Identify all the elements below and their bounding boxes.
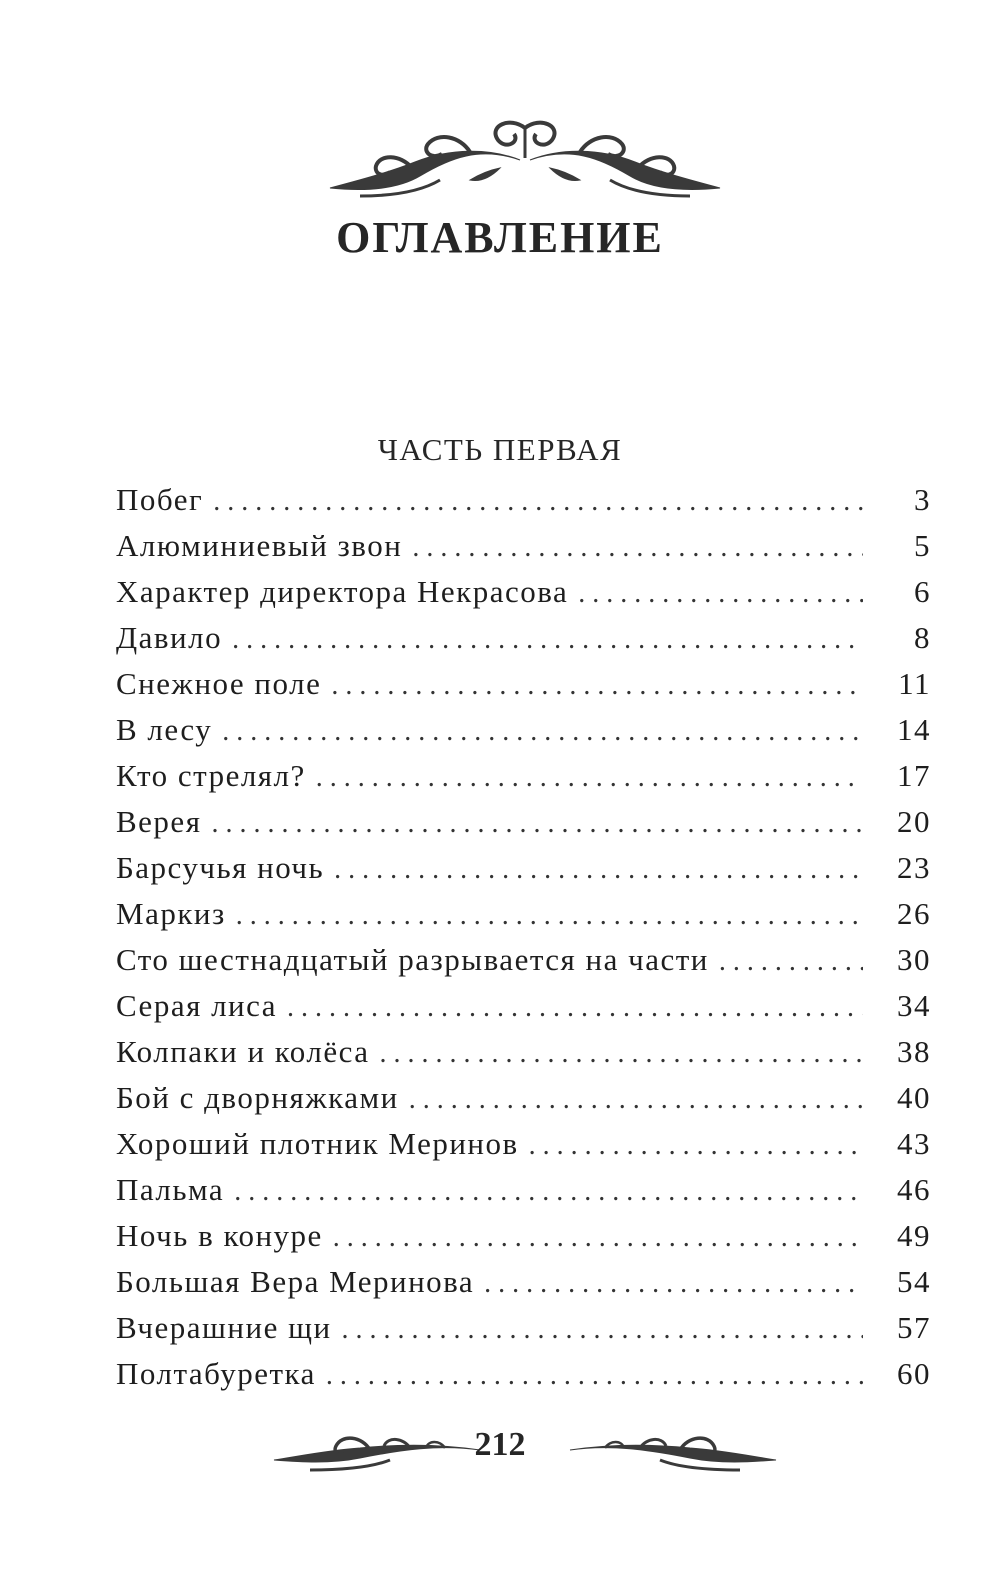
toc-leader-dots	[232, 624, 863, 656]
toc-leader-dots	[222, 716, 863, 748]
toc-entry	[116, 942, 931, 988]
toc-leader-dots	[331, 670, 863, 702]
toc-entry-page: 17	[897, 758, 931, 793]
toc-entry-page: 49	[897, 1218, 931, 1253]
toc-entry-title: Колпаки и колёса	[116, 1034, 370, 1069]
toc-leader-dots	[333, 1222, 863, 1254]
toc-entry-title: Кто стрелял?	[116, 758, 306, 793]
toc-entry	[116, 1356, 931, 1402]
toc-entry-page: 8	[914, 620, 931, 655]
toc-entry-page: 54	[897, 1264, 931, 1299]
toc-entry-title: Побег	[116, 482, 204, 517]
toc-entry-title: Верея	[116, 804, 202, 839]
toc-entry-title: Полтабуретка	[116, 1356, 316, 1391]
toc-leader-dots	[484, 1268, 863, 1300]
table-of-contents	[116, 482, 931, 1402]
top-flourish-ornament	[320, 118, 730, 200]
toc-entry-page: 30	[897, 942, 931, 977]
toc-entry	[116, 574, 931, 620]
toc-entry	[116, 850, 931, 896]
toc-entry	[116, 1126, 931, 1172]
toc-entry-page: 20	[897, 804, 931, 839]
toc-entry-page: 57	[897, 1310, 931, 1345]
toc-leader-dots	[334, 854, 863, 886]
toc-entry-page: 14	[897, 712, 931, 747]
toc-entry	[116, 1218, 931, 1264]
toc-entry	[116, 804, 931, 850]
toc-entry-page: 43	[897, 1126, 931, 1161]
toc-entry-page: 5	[914, 528, 931, 563]
toc-entry	[116, 988, 931, 1034]
toc-entry-title: Характер директора Некрасова	[116, 574, 569, 609]
toc-entry-title: Вчерашние щи	[116, 1310, 332, 1345]
toc-leader-dots	[719, 946, 863, 978]
toc-leader-dots	[234, 1176, 863, 1208]
toc-leader-dots	[316, 762, 863, 794]
toc-entry-title: Хороший плотник Меринов	[116, 1126, 519, 1161]
toc-entry	[116, 896, 931, 942]
toc-entry-title: Маркиз	[116, 896, 226, 931]
toc-entry-page: 23	[897, 850, 931, 885]
page-number: 212	[474, 1426, 526, 1463]
toc-leader-dots	[211, 808, 863, 840]
toc-entry-page: 46	[897, 1172, 931, 1207]
toc-entry-page: 6	[914, 574, 931, 609]
toc-entry-title: Пальма	[116, 1172, 225, 1207]
toc-entry-title: Большая Вера Меринова	[116, 1264, 475, 1299]
toc-entry-page: 3	[914, 482, 931, 517]
toc-entry	[116, 712, 931, 758]
toc-entry-page: 11	[898, 666, 931, 701]
toc-entry	[116, 1034, 931, 1080]
toc-entry-title: Бой с дворняжками	[116, 1080, 399, 1115]
toc-entry	[116, 1080, 931, 1126]
toc-leader-dots	[409, 1084, 863, 1116]
toc-entry-title: Серая лиса	[116, 988, 278, 1023]
toc-entry	[116, 758, 931, 804]
toc-entry-page: 40	[897, 1080, 931, 1115]
toc-entry-page: 60	[897, 1356, 931, 1391]
toc-heading: ОГЛАВЛЕНИЕ	[336, 213, 664, 262]
toc-leader-dots	[578, 578, 863, 610]
toc-entry-title: В лесу	[116, 712, 213, 747]
toc-entry	[116, 482, 931, 528]
toc-entry-page: 26	[897, 896, 931, 931]
toc-entry	[116, 1310, 931, 1356]
toc-entry-title: Давило	[116, 620, 223, 655]
toc-entry	[116, 528, 931, 574]
toc-entry-page: 38	[897, 1034, 931, 1069]
toc-leader-dots	[529, 1130, 863, 1162]
toc-leader-dots	[412, 532, 863, 564]
toc-entry-title: Барсучья ночь	[116, 850, 325, 885]
toc-leader-dots	[236, 900, 863, 932]
part-title: ЧАСТЬ ПЕРВАЯ	[377, 432, 623, 467]
toc-entry	[116, 620, 931, 666]
toc-entry-title: Сто шестнадцатый разрывается на части	[116, 942, 709, 977]
toc-entry	[116, 1172, 931, 1218]
toc-entry	[116, 1264, 931, 1310]
toc-leader-dots	[287, 992, 863, 1024]
toc-leader-dots	[342, 1314, 863, 1346]
toc-entry-title: Снежное поле	[116, 666, 322, 701]
toc-entry-page: 34	[897, 988, 931, 1023]
toc-entry-title: Ночь в конуре	[116, 1218, 323, 1253]
toc-leader-dots	[326, 1360, 863, 1392]
toc-entry-title: Алюминиевый звон	[116, 528, 403, 563]
toc-entry	[116, 666, 931, 712]
toc-leader-dots	[380, 1038, 864, 1070]
toc-leader-dots	[213, 486, 863, 518]
